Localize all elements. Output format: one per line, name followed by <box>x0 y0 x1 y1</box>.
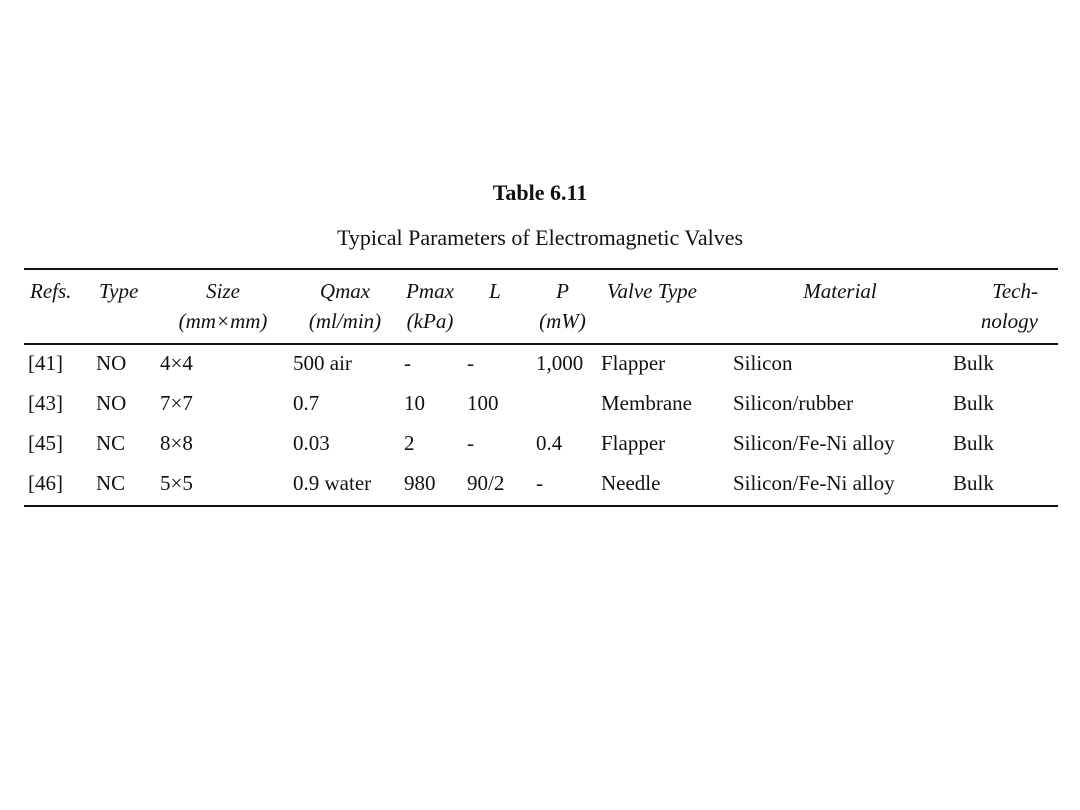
cell-technology: Bulk <box>953 351 994 375</box>
cell-p: - <box>536 471 543 495</box>
cell-valve-type: Membrane <box>601 391 692 415</box>
header-type: Type <box>99 279 139 303</box>
cell-type: NC <box>96 471 126 495</box>
cell-qmax: 0.9 water <box>293 471 372 495</box>
cell-material: Silicon/rubber <box>733 391 854 415</box>
cell-material: Silicon <box>733 351 793 375</box>
header-rule <box>24 343 1058 345</box>
cell-valve-type: Needle <box>601 471 661 495</box>
header-pmax: Pmax (kPa) <box>406 279 454 333</box>
cell-size: 8×8 <box>160 431 193 455</box>
cell-material: Silicon/Fe-Ni alloy <box>733 471 895 495</box>
cell-l: - <box>467 431 474 455</box>
header-size: Size (mm×mm) <box>178 279 268 333</box>
cell-l: - <box>467 351 474 375</box>
cell-qmax: 0.7 <box>293 391 320 415</box>
top-rule <box>24 268 1058 270</box>
header-valve-type: Valve Type <box>607 279 697 303</box>
cell-ref: [45] <box>28 431 63 455</box>
cell-technology: Bulk <box>953 431 994 455</box>
header-technology: Tech- nology <box>980 279 1038 333</box>
table-title: Table 6.11 <box>492 180 588 205</box>
cell-type: NO <box>96 391 127 415</box>
header-p: P (mW) <box>539 279 586 333</box>
cell-material: Silicon/Fe-Ni alloy <box>733 431 895 455</box>
cell-pmax: 2 <box>404 431 415 455</box>
cell-qmax: 500 air <box>293 351 352 375</box>
cell-ref: [46] <box>28 471 63 495</box>
header-material: Material <box>803 279 877 303</box>
cell-size: 4×4 <box>160 351 193 375</box>
cell-type: NO <box>96 351 127 375</box>
cell-p: 0.4 <box>536 431 563 455</box>
cell-size: 5×5 <box>160 471 193 495</box>
header-l: L <box>489 279 501 303</box>
cell-l: 100 <box>467 391 499 415</box>
cell-pmax: 10 <box>404 391 425 415</box>
header-refs: Refs. <box>30 279 72 303</box>
cell-size: 7×7 <box>160 391 193 415</box>
cell-pmax: - <box>404 351 411 375</box>
cell-valve-type: Flapper <box>601 351 666 375</box>
bottom-rule <box>24 505 1058 507</box>
cell-type: NC <box>96 431 126 455</box>
cell-p: 1,000 <box>536 351 584 375</box>
cell-l: 90/2 <box>467 471 505 495</box>
cell-technology: Bulk <box>953 391 994 415</box>
header-qmax: Qmax (ml/min) <box>308 279 382 333</box>
cell-ref: [41] <box>28 351 63 375</box>
cell-technology: Bulk <box>953 471 994 495</box>
cell-ref: [43] <box>28 391 63 415</box>
table-caption: Typical Parameters of Electromagnetic Valves <box>336 225 744 250</box>
cell-qmax: 0.03 <box>293 431 330 455</box>
cell-valve-type: Flapper <box>601 431 666 455</box>
cell-pmax: 980 <box>404 471 436 495</box>
